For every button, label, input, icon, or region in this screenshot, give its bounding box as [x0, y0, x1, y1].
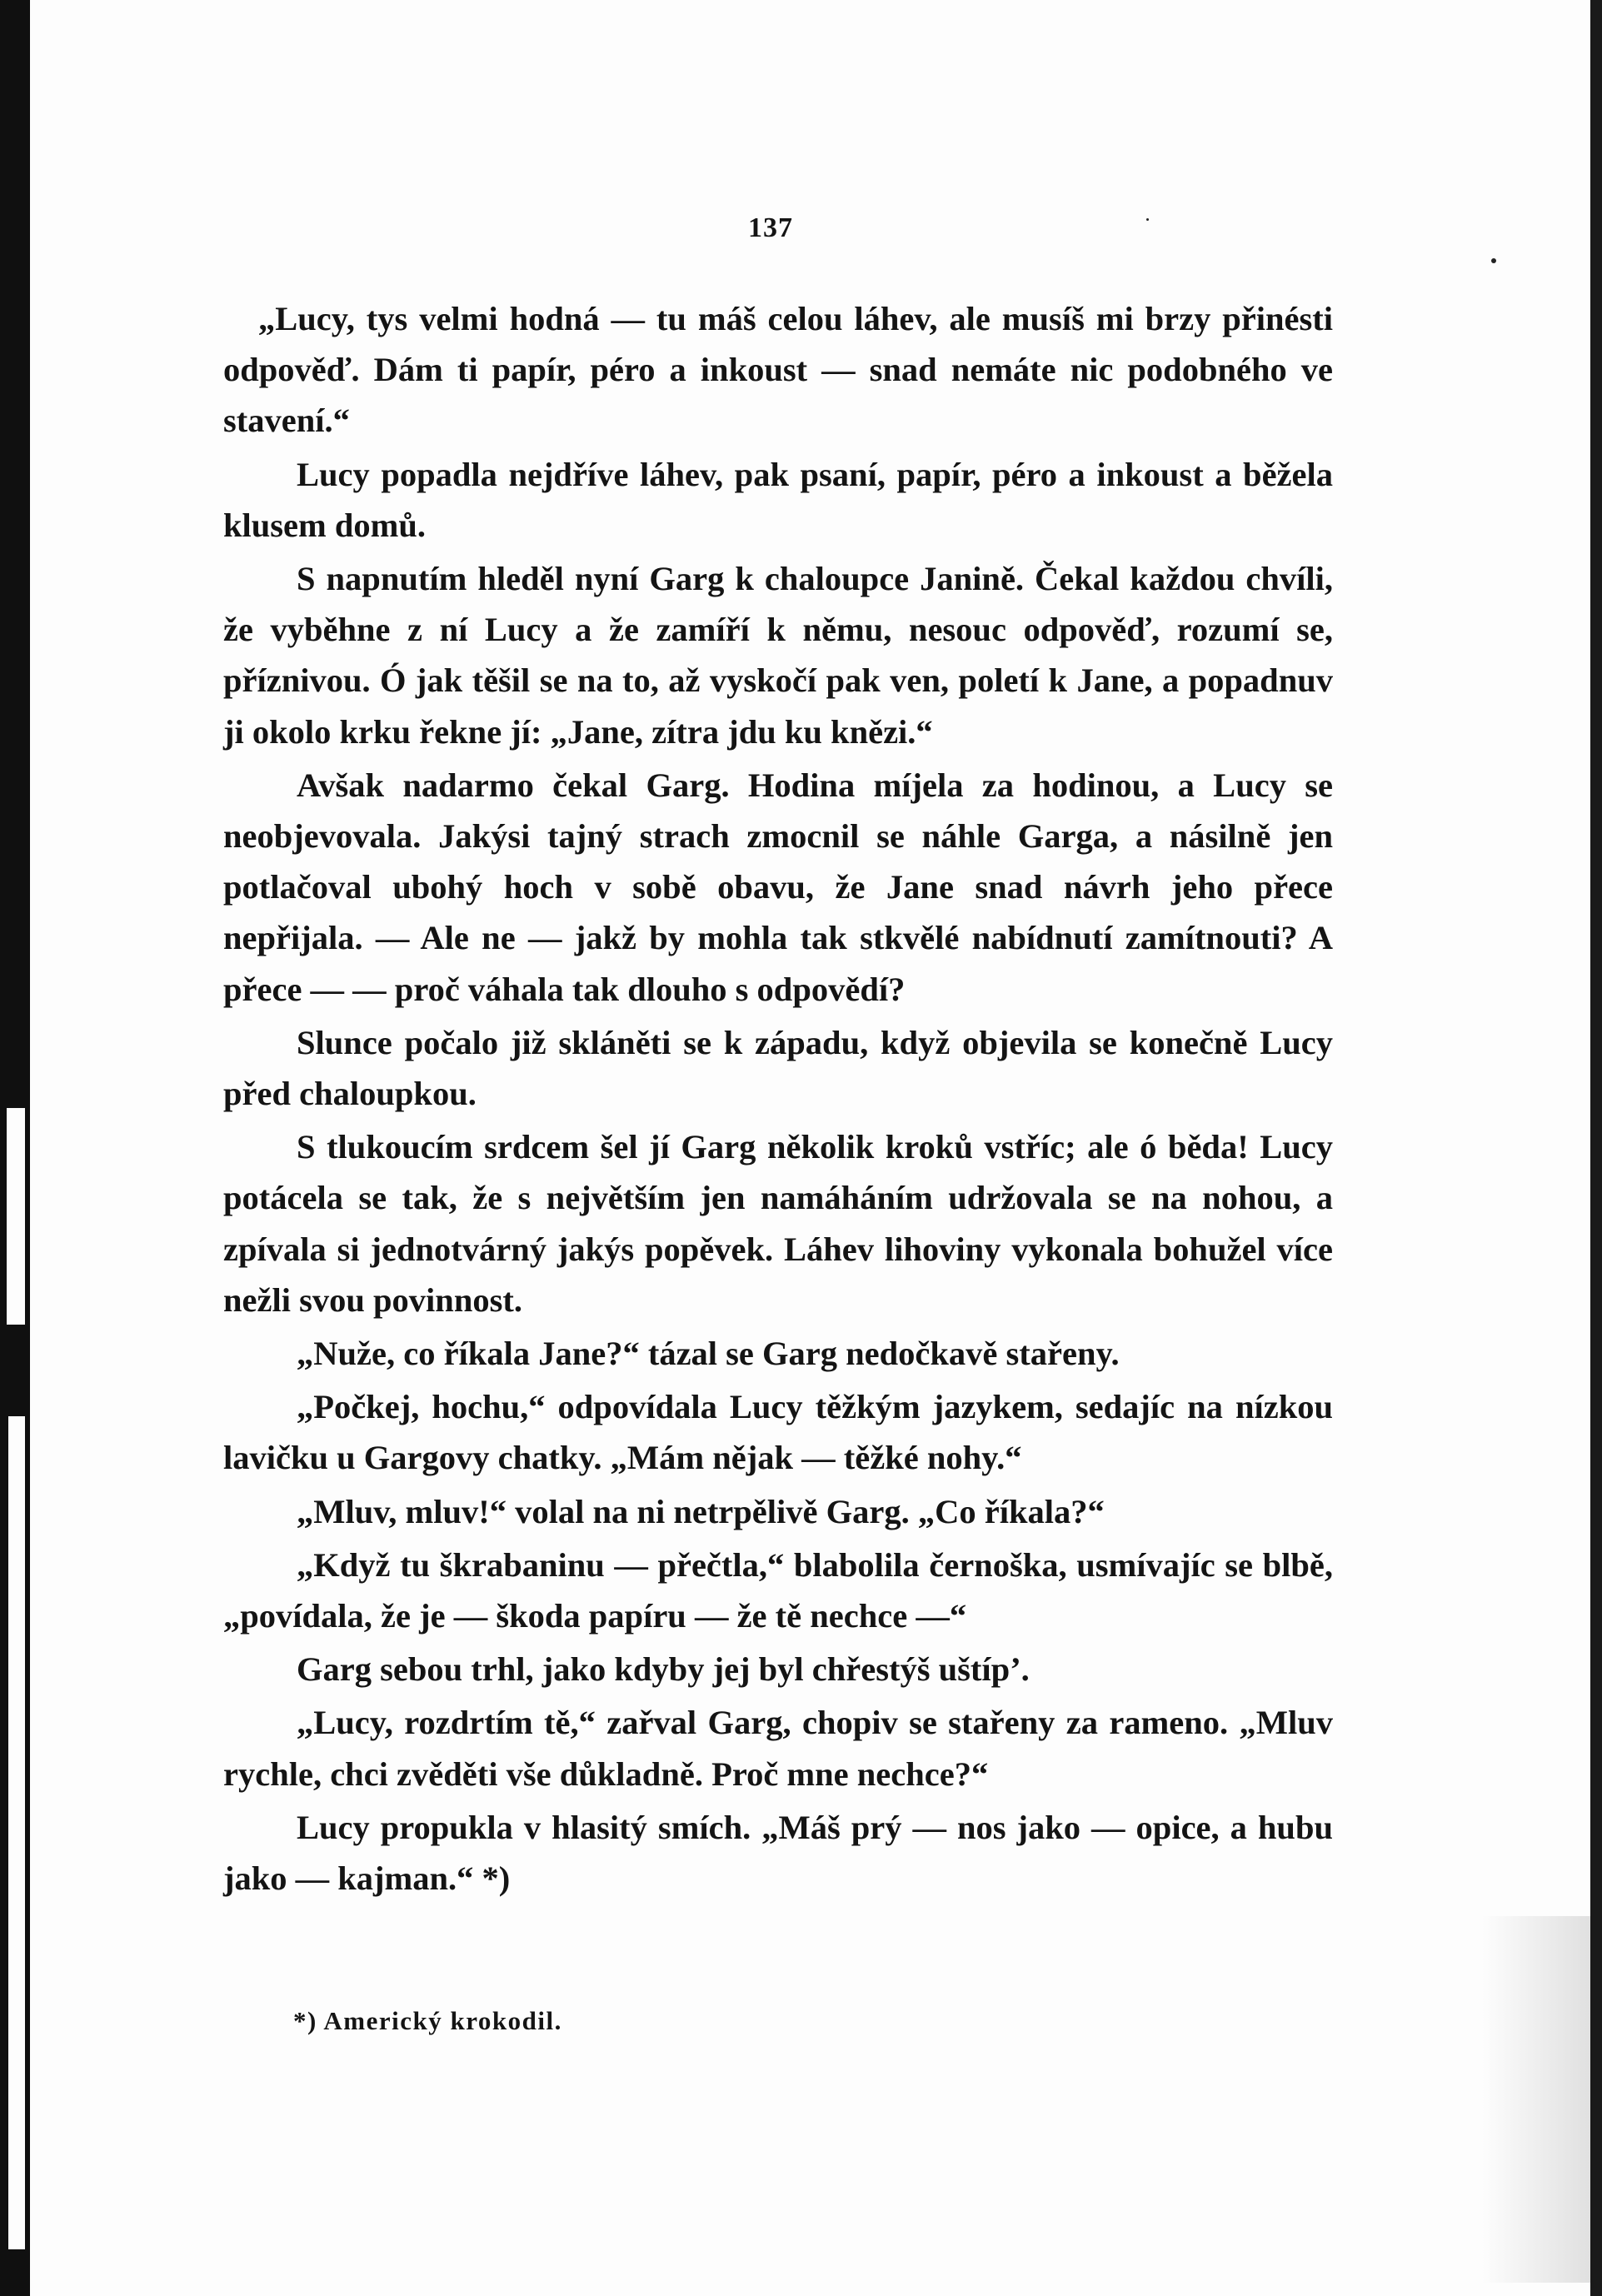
page-right-edge — [1590, 0, 1602, 2296]
paragraph: „Lucy, rozdrtím tě,“ zařval Garg, chopiv se stařeny za rameno. „Mluv rychle, chci zvěděti vše důkladně. Proč mne nechce?“ — [223, 1704, 1333, 1793]
paragraph: Lucy popadla nejdříve láhev, pak psaní, papír, péro a inkoust a běžela klusem domů. — [223, 455, 1333, 544]
body-text — [223, 293, 1333, 1904]
paragraph: Slunce počalo již skláněti se k západu, když objevila se konečně Lucy před chaloupkou. — [223, 1023, 1333, 1113]
paragraph: „Mluv, mluv!“ volal na ni netrpělivě Garg. „Co říkala?“ — [297, 1492, 1105, 1530]
paragraph: „Lucy, tys velmi hodná — tu máš celou láhev, ale musíš mi brzy přinésti odpověď. Dám ti papír, péro a inkoust — snad nemáte nic podobného ve stavení.“ — [223, 300, 1333, 440]
paragraph: S napnutím hleděl nyní Garg k chaloupce Janině. Čekal každou chvíli, že vyběhne z ní Lucy a že zamíří k němu, nesouc odpověď, rozumí se, příznivou. Ó jak těšil se na to, až vyskočí pak ven, poletí k Jane, a popadnuv ji okolo krku řekne jí: „Jane, zítra jdu ku knězi.“ — [223, 560, 1333, 751]
paragraph: Garg sebou trhl, jako kdyby jej byl chřestýš uštíp’. — [297, 1650, 1030, 1689]
paragraph: Lucy propukla v hlasitý smích. „Máš prý — nos jako — opice, a hubu jako — kajman.“ *) — [223, 1808, 1333, 1898]
paragraph: „Počkej, hochu,“ odpovídala Lucy těžkým jazykem, sedajíc na nízkou lavičku u Gargovy chatky. „Mám nějak — těžké nohy.“ — [223, 1388, 1333, 1477]
paragraph: Avšak nadarmo čekal Garg. Hodina míjela za hodinou, a Lucy se neobjevovala. Jakýsi tajný strach zmocnil se náhle Garga, a násilně jen potlačoval ubohý hoch v sobě obavu, že Jane snad návrh jeho přece nepřijala. — Ale ne — jakž by mohla tak stkvělé nabídnutí zamítnouti? A přece — — proč váhala tak dlouho s odpovědí? — [223, 766, 1333, 1008]
page-number: 137 — [748, 212, 793, 243]
paragraph: „Nuže, co říkala Jane?“ tázal se Garg nedočkavě stařeny. — [297, 1335, 1120, 1373]
footnote: *) Americký krokodil. — [293, 2006, 562, 2035]
paragraph: „Když tu škrabaninu — přečtla,“ blabolila černoška, usmívajíc se blbě, „povídala, že je — škoda papíru — že tě nechce —“ — [223, 1545, 1333, 1635]
paragraph: S tlukoucím srdcem šel jí Garg několik kroků vstříc; ale ó běda! Lucy potácela se tak, že s největším jen namáháním udržovala se na nohou, a zpívala si jednotvárný jakýs popěvek. Láhev lihoviny vykonala bohužel více nežli svou povinnost. — [223, 1128, 1333, 1319]
